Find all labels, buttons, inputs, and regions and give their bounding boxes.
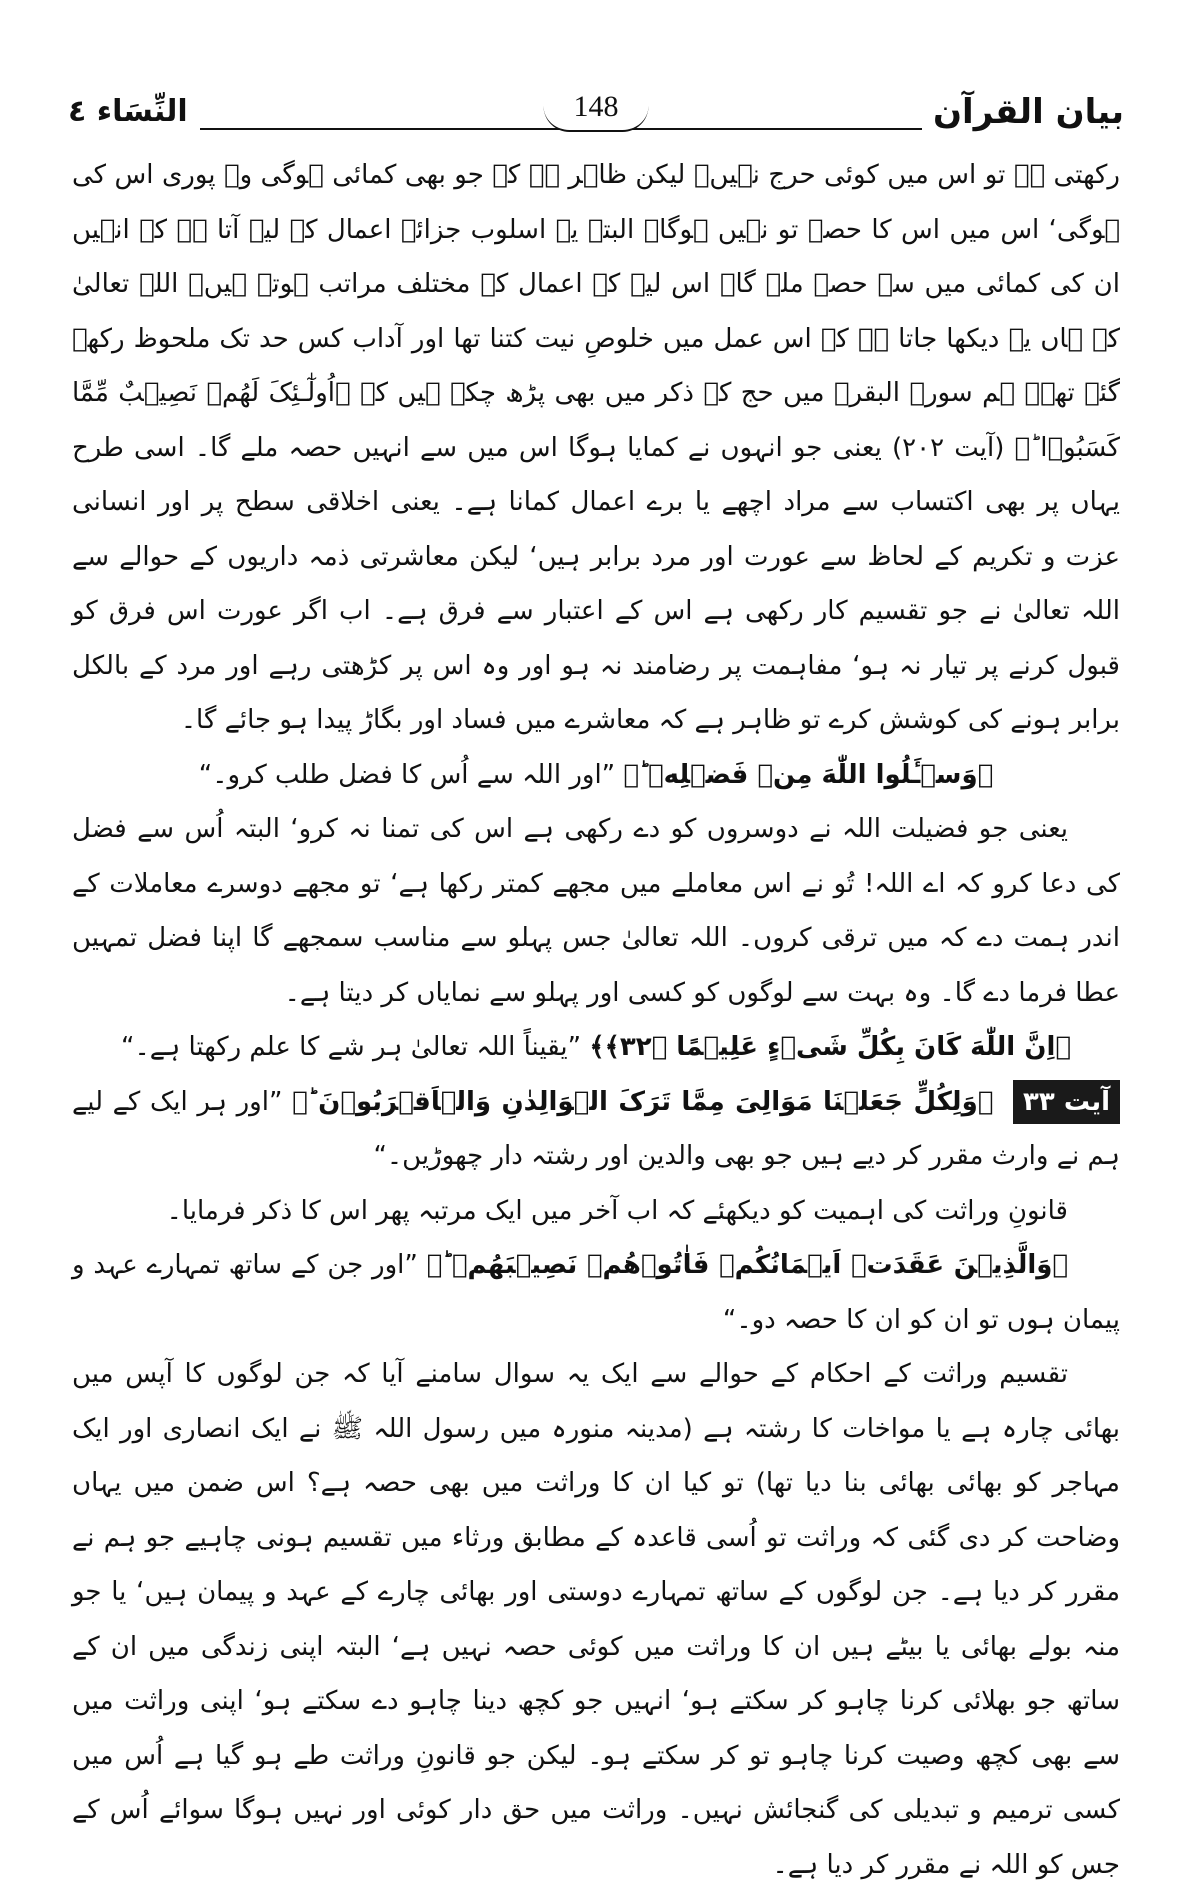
paragraph-1: رکھتی ہے تو اس میں کوئی حرج نہیں۔ لیکن ظاہر ہے کہ جو بھی کمائی ہوگی وہ پوری اس کی ہوگی‘ اس میں اس کا حصہ تو نہیں ہوگا۔ البتہ یہ اسلوب جزائے اعمال کے لیے آتا ہے کہ انہیں ان کی کمائی میں سے حصہ ملے گا۔ اس لیے کہ اعمال کے مختلف مراتب ہوتے ہیں۔ اللہ تعالیٰ کے ہاں یہ دیکھا جاتا ہے کہ اس عمل میں خلوصِ نیت کتنا تھا اور آداب کس حد تک ملحوظ رکھے گئے تھے۔ ہم سورۃ البقرۃ میں حج کے ذکر میں بھی پڑھ چکے ہیں کہ ﴿اُولٰٓـئِکَ لَهُمۡ نَصِیۡبٌ مِّمَّا کَسَبُوۡا ؕ﴾ (آیت ۲۰۲) یعنی جو انہوں نے کمایا ہوگا اس میں سے انہیں حصہ ملے گا۔ اسی طرح یہاں پر بھی اکتساب سے مراد اچھے یا برے اعمال کمانا ہے۔ یعنی اخلاقی سطح پر اور انسانی عزت و تکریم کے لحاظ سے عورت اور مرد برابر ہیں‘ لیکن معاشرتی ذمہ داریوں کے حوالے سے اللہ تعالیٰ نے جو تقسیم کار رکھی ہے اس کے اعتبار سے فرق ہے۔ اب اگر عورت اس فرق کو قبول کرنے پر تیار نہ ہو‘ مفاہمت پر رضامند نہ ہو اور وہ اس پر کڑھتی رہے اور مرد کے بالکل برابر ہونے کی کوشش کرے تو ظاہر ہے کہ معاشرے میں فساد اور بگاڑ پیدا ہو جائے گا۔	[72, 160, 1120, 735]
quote-3-arabic: ﴿وَلِکُلٍّ جَعَلۡنَا مَوَالِیَ مِمَّا تَرَکَ الۡوَالِدٰنِ وَالۡاَقۡرَبُوۡنَ ؕ﴾	[292, 1086, 994, 1117]
quote-2-arabic: ﴿اِنَّ اللّٰهَ کَانَ بِکُلِّ شَیۡءٍ عَلِیۡمًا ﴿۳۲﴾﴾	[589, 1032, 1071, 1062]
page-number: 148	[544, 88, 649, 132]
quote-1-translation: ”اور اللہ سے اُس کا فضل طلب کرو۔“	[198, 759, 616, 790]
paragraph-3: قانونِ وراثت کی اہمیت کو دیکھئے کہ اب آخر میں ایک مرتبہ پھر اس کا ذکر فرمایا۔	[166, 1195, 1068, 1226]
paragraph-4: تقسیم وراثت کے احکام کے حوالے سے ایک یہ سوال سامنے آیا کہ جن لوگوں کا آپس میں بھائی چارہ ہے یا مواخات کا رشتہ ہے (مدینہ منورہ میں رسول اللہ ﷺ نے ایک انصاری اور ایک مہاجر کو بھائی بھائی بنا دیا تھا) تو کیا ان کا وراثت میں بھی حصہ ہے؟ اس ضمن میں یہاں وضاحت کر دی گئی کہ وراثت تو اُسی قاعدہ کے مطابق ورثاء میں تقسیم ہونی چاہیے جو ہم نے مقرر کر دیا ہے۔ جن لوگوں کے ساتھ تمہارے دوستی اور بھائی چارے کے عہد و پیمان ہیں‘ یا جو منہ بولے بھائی یا بیٹے ہیں ان کا وراثت میں کوئی حصہ نہیں ہے‘ البتہ اپنی زندگی میں ان کے ساتھ جو بھلائی کرنا چاہو کر سکتے ہو‘ انہیں جو کچھ دینا چاہو دے سکتے ہو‘ اپنی وراثت میں سے بھی کچھ وصیت کرنا چاہو تو کر سکتے ہو۔ لیکن جو قانونِ وراثت طے ہو گیا ہے اُس میں کسی ترمیم و تبدیلی کی گنجائش نہیں۔ وراثت میں حق دار کوئی اور نہیں ہوگا سوائے اُس کے جس کو اللہ نے مقرر کر دیا ہے۔	[72, 1359, 1120, 1880]
surah-name: النِّسَاء ٤	[60, 94, 196, 129]
ayah-number-badge: آیت ۳۳	[1013, 1080, 1120, 1124]
page-header	[60, 88, 1132, 148]
paragraph-2: یعنی جو فضیلت اللہ نے دوسروں کو دے رکھی ہے اس کی تمنا نہ کرو‘ البتہ اُس سے فضل کی دعا کرو کہ اے اللہ! تُو نے اس معاملے میں مجھے کمتر رکھا ہے‘ تو مجھے دوسرے معاملات کے اندر ہمت دے کہ میں ترقی کروں۔ اللہ تعالیٰ جس پہلو سے مناسب سمجھے گا اپنا فضل تمہیں عطا فرما دے گا۔ وہ بہت سے لوگوں کو کسی اور پہلو سے نمایاں کر دیتا ہے۔	[72, 814, 1120, 1008]
page-body	[72, 148, 1120, 1892]
quran-quote-4	[72, 1238, 1120, 1347]
quran-quote-2	[72, 1020, 1120, 1075]
quote-3-translation: ”اور ہر ایک کے لیے ہم نے وارث مقرر کر دیے ہیں جو بھی والدین اور رشتہ دار چھوڑیں۔“	[72, 1086, 1120, 1171]
quote-4-arabic: ﴿وَالَّذِیۡنَ عَقَدَتۡ اَیۡمَانُکُمۡ فَاٰتُوۡهُمۡ نَصِیۡبَهُمۡ ؕ﴾	[426, 1250, 1069, 1280]
quote-2-translation: ”یقیناً اللہ تعالیٰ ہر شے کا علم رکھتا ہے۔“	[121, 1032, 582, 1062]
quote-4-translation: ”اور جن کے ساتھ تمہارے عہد و پیمان ہوں تو ان کو ان کا حصہ دو۔“	[72, 1250, 1120, 1335]
quran-quote-1	[72, 748, 1120, 803]
quran-quote-3	[72, 1075, 1120, 1184]
quote-1-arabic: ﴿وَسۡـَٔلُوا اللّٰهَ مِنۡ فَضۡلِهٖ ؕ﴾	[623, 759, 994, 790]
book-title: بیان القرآن	[925, 92, 1132, 132]
